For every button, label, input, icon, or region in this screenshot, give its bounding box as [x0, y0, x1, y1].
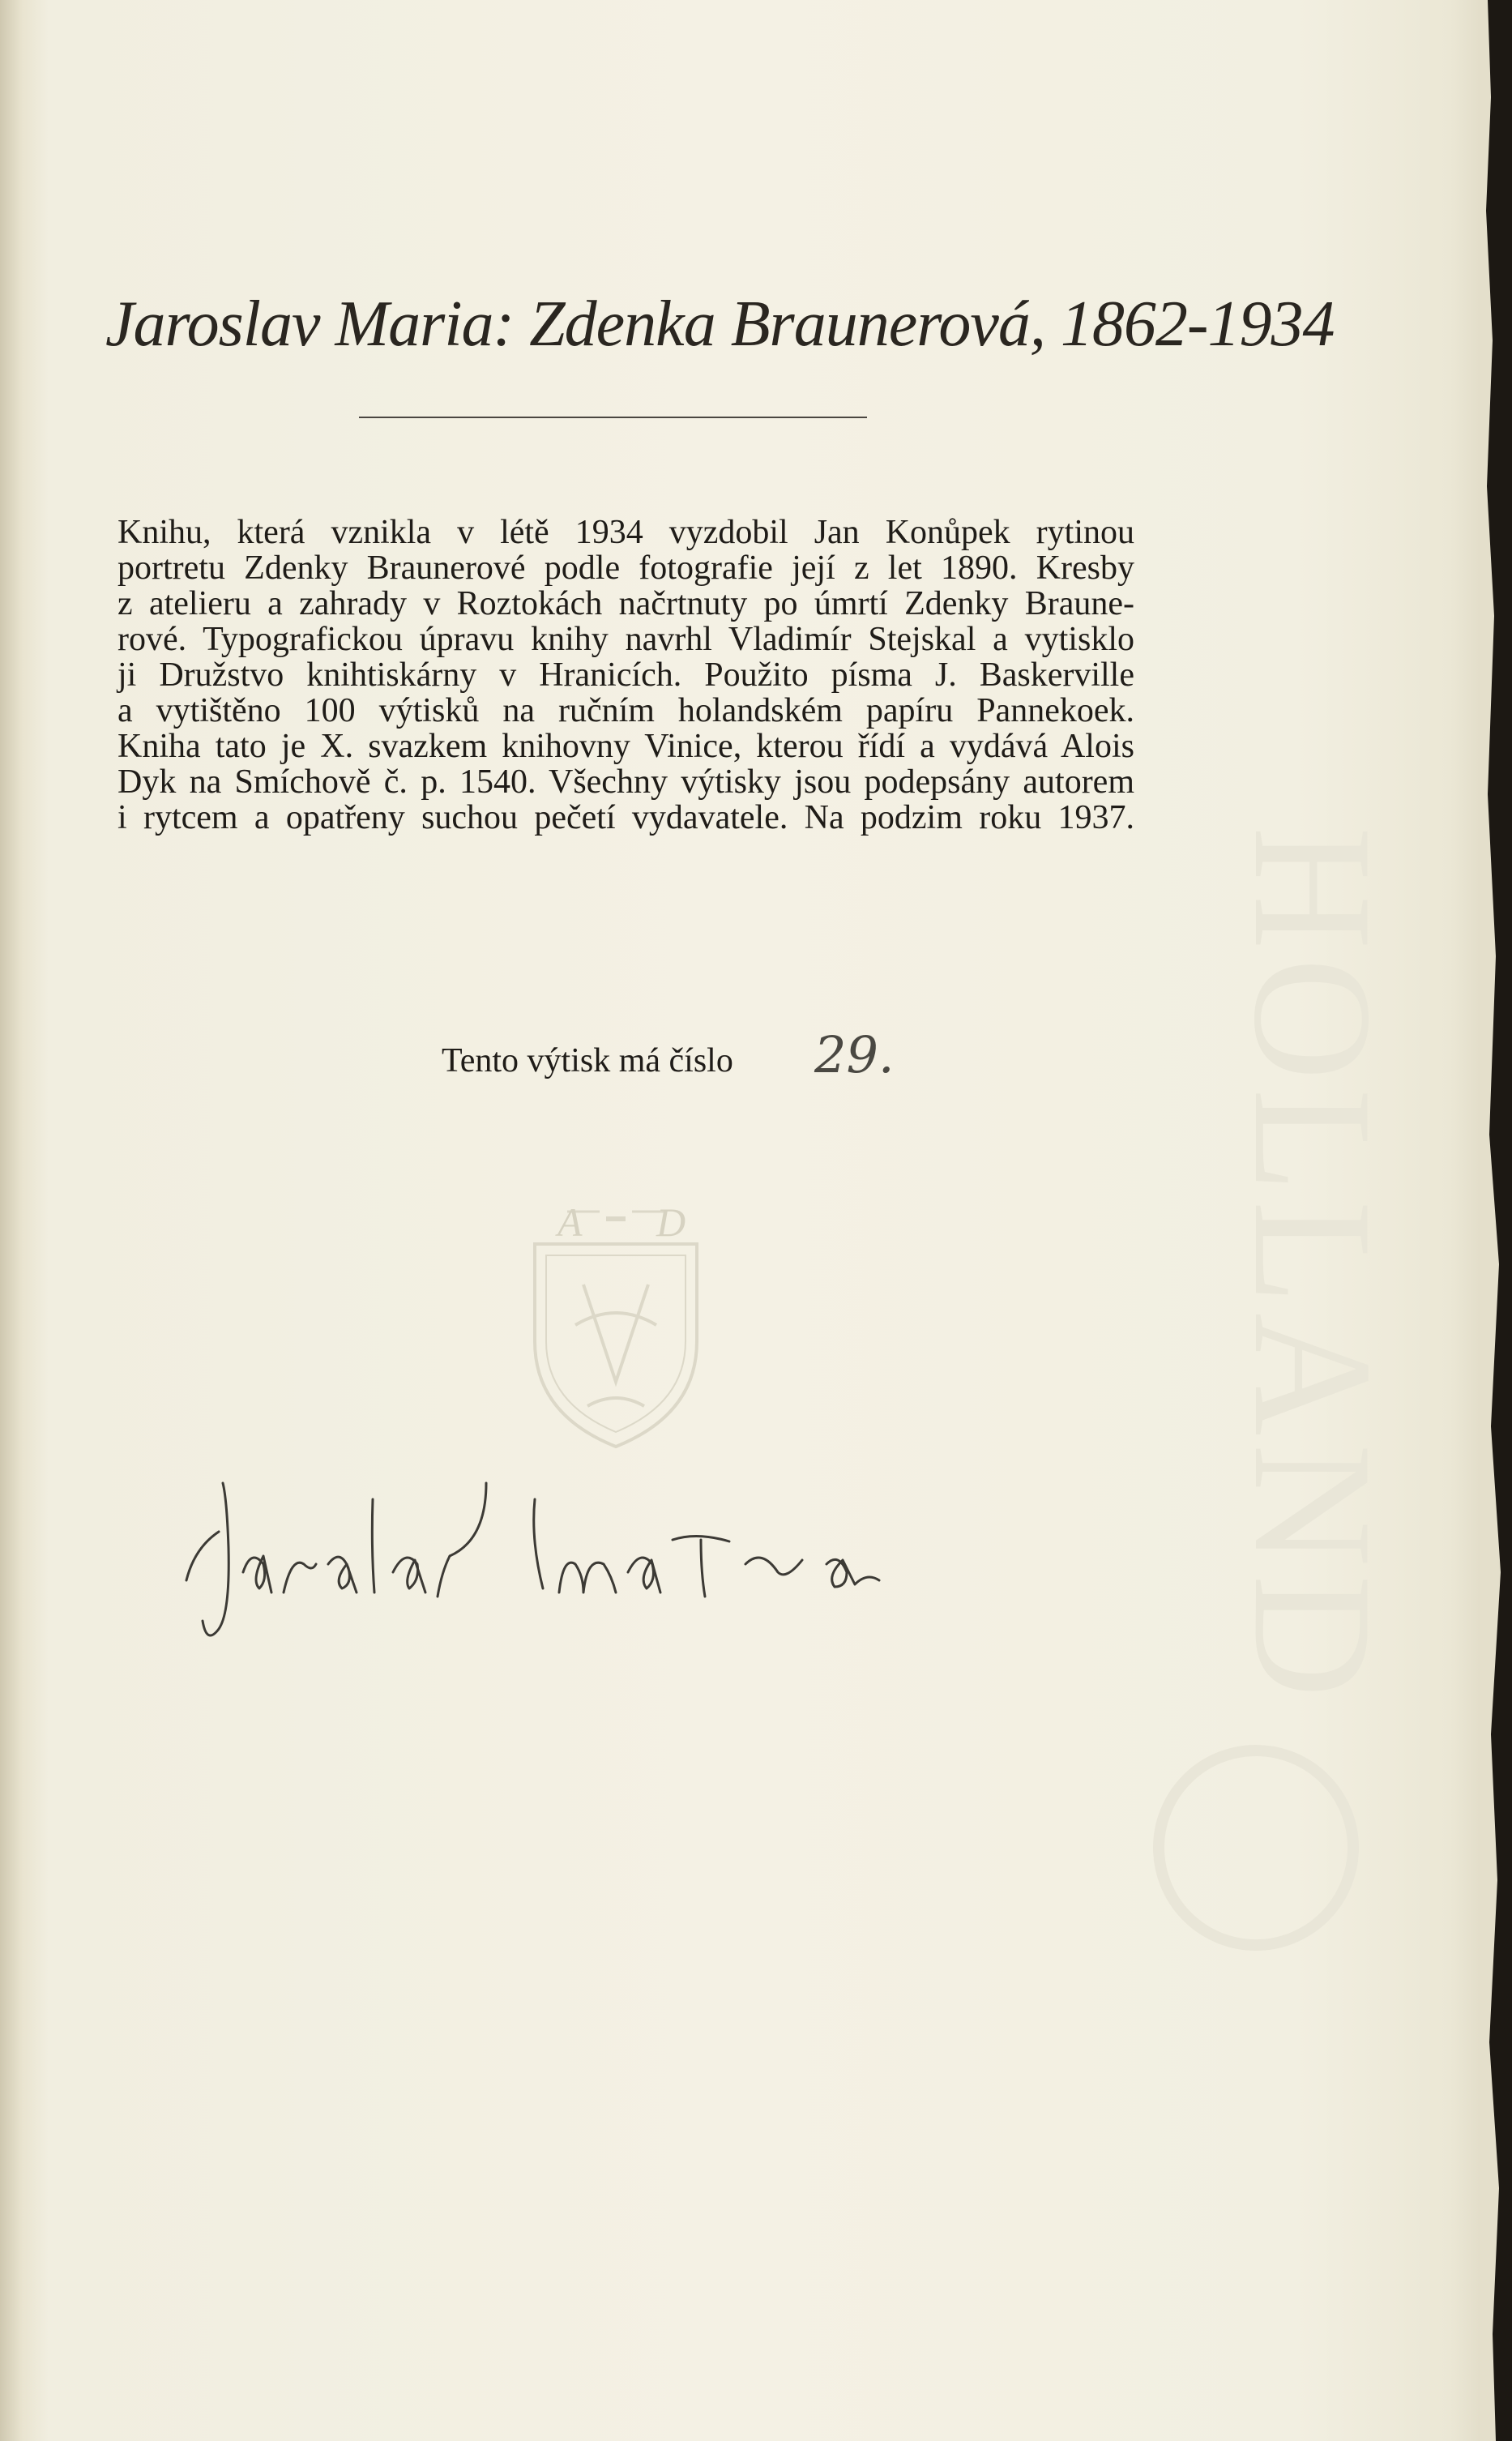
author-signature	[162, 1451, 1037, 1661]
copy-number-handwritten: 29.	[814, 1025, 895, 1084]
watermark-ornament	[1159, 1751, 1353, 1945]
colophon-line: Kniha tato je X. svazkem knihovny Vinice, kterou řídí a vydává Alois	[117, 728, 1134, 765]
colophon-line: z atelieru a zahrady v Roztokách načrtnuty po úmrtí Zdenky Braune-	[117, 585, 1134, 622]
dry-seal-emblem	[510, 1187, 721, 1463]
seal-letter-a: A	[557, 1199, 583, 1245]
colophon-line: rové. Typografickou úpravu knihy navrhl Vladimír Stejskal a vytisklo	[117, 621, 1134, 658]
colophon-line: portretu Zdenky Braunerové podle fotografie její z let 1890. Kresby	[117, 549, 1134, 587]
colophon-line: Dyk na Smíchově č. p. 1540. Všechny výtisky jsou podepsány autorem	[117, 763, 1134, 801]
page-title: Jaroslav Maria: Zdenka Braunerová, 1862-1934	[105, 289, 1335, 360]
deckled-edge	[1480, 0, 1512, 2441]
colophon-line: Knihu, která vznikla v létě 1934 vyzdobil Jan Konůpek rytinou	[117, 514, 1134, 551]
colophon-line: i rytcem a opatřeny suchou pečetí vydavatele. Na podzim roku 1937.	[117, 799, 1134, 836]
watermark-text: HOLLAND	[1219, 827, 1407, 1706]
seal-letter-d: D	[656, 1199, 686, 1245]
copy-number-label: Tento výtisk má číslo	[442, 1042, 733, 1079]
colophon-line: ji Družstvo knihtiskárny v Hranicích. Použito písma J. Baskerville	[117, 656, 1134, 694]
seal-bar	[606, 1216, 626, 1221]
colophon-line: a vytištěno 100 výtisků na ručním holandském papíru Pannekoek.	[117, 692, 1134, 729]
paper-watermark	[908, 729, 1434, 2350]
title-rule	[359, 417, 867, 418]
